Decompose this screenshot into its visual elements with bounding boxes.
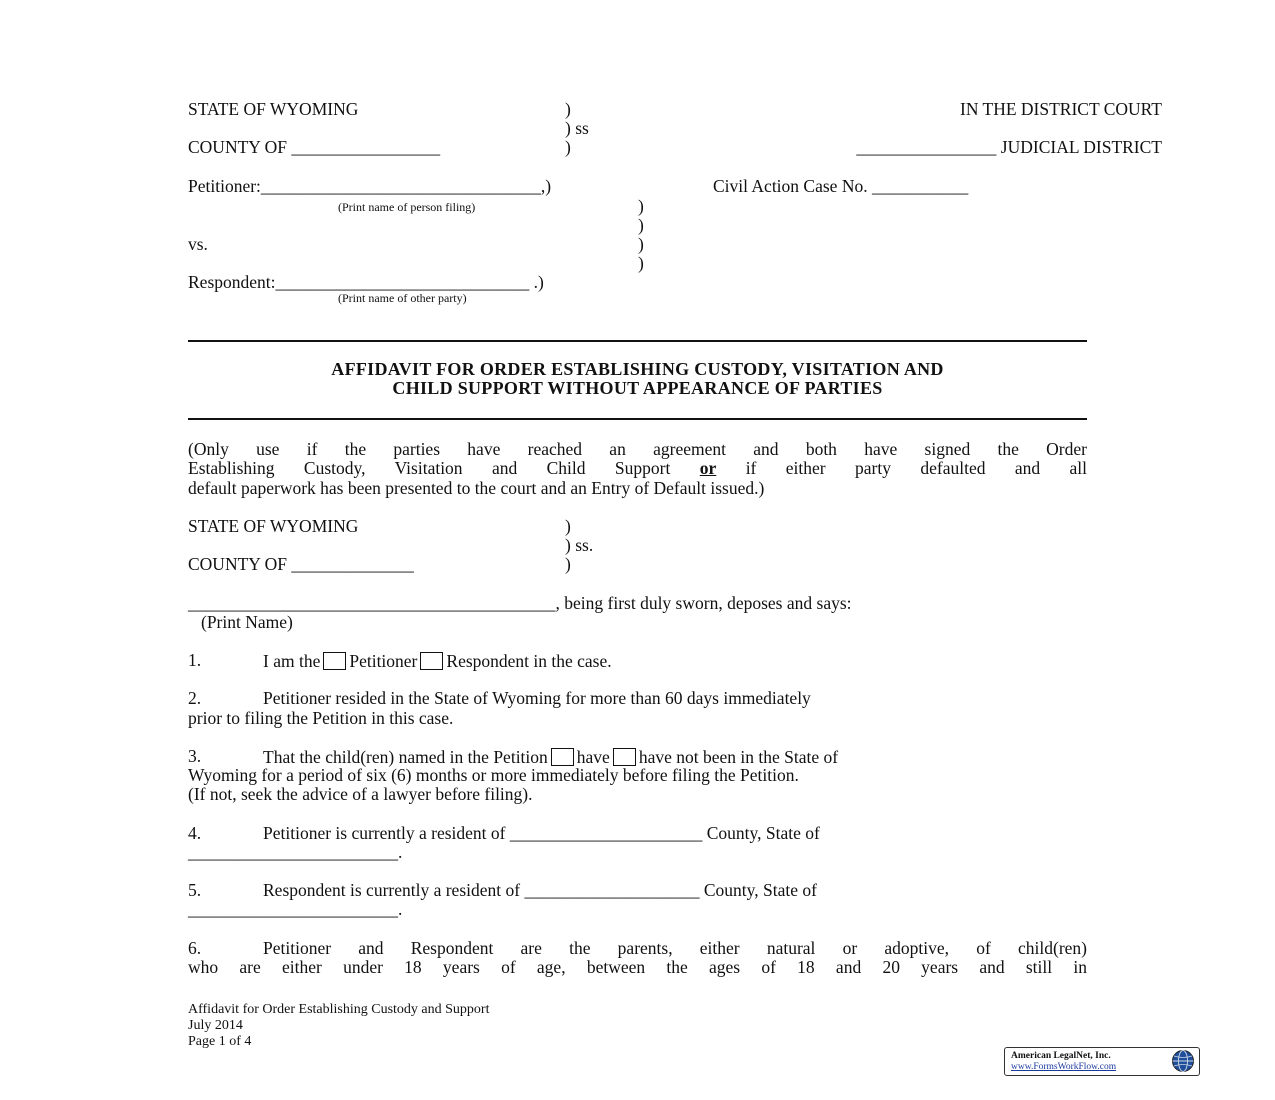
legalnet-logo[interactable]: [1004, 1047, 1200, 1076]
document-title: [188, 360, 1087, 398]
divider: [188, 340, 1087, 342]
respondent-checkbox[interactable]: [420, 652, 443, 670]
item-4-line-2: ________________________.: [188, 842, 403, 862]
caption-paren: ): [638, 215, 644, 235]
item-text: have: [576, 747, 610, 767]
item-1-line: [263, 652, 612, 671]
item-4-line-1: Petitioner is currently a resident of ______________________ County, State of: [263, 823, 820, 843]
divider: [188, 418, 1087, 420]
item-number: 4.: [188, 823, 202, 843]
item-number: 5.: [188, 880, 202, 900]
footer-title: Affidavit for Order Establishing Custody and Support: [188, 1002, 490, 1017]
instructions-text: if either party defaulted and all: [745, 458, 1088, 478]
item-number: 3.: [188, 746, 202, 766]
caption-ss: ) ss: [565, 118, 589, 138]
instructions-text: Establishing Custody, Visitation and Child Support: [188, 458, 671, 478]
item-text: That the child(ren) named in the Petition: [263, 747, 548, 767]
item-6-line-2: who are either under 18 years of age, between the ages of 18 and 20 years and still in: [188, 957, 1087, 977]
venue-ss: ) ss.: [565, 535, 594, 555]
item-2-line-1: Petitioner resided in the State of Wyoming for more than 60 days immediately: [263, 688, 811, 708]
venue-paren: ): [565, 516, 571, 536]
caption-county: COUNTY OF _________________: [188, 137, 441, 157]
instructions-or: or: [699, 458, 717, 478]
item-number: 1.: [188, 650, 202, 670]
globe-icon: [1171, 1049, 1195, 1073]
caption-paren: ): [638, 234, 644, 254]
have-checkbox[interactable]: [551, 748, 574, 766]
item-2-line-2: prior to filing the Petition in this case.: [188, 708, 454, 728]
item-text: have not been in the State of: [638, 747, 839, 767]
item-3-line-3: (If not, seek the advice of a lawyer before filing).: [188, 784, 533, 804]
venue-state: STATE OF WYOMING: [188, 516, 359, 536]
logo-name: American LegalNet, Inc.: [1011, 1051, 1111, 1061]
instructions-line-3: default paperwork has been presented to the court and an Entry of Default issued.): [188, 478, 765, 498]
item-5-line-2: ________________________.: [188, 899, 403, 919]
petitioner-hint: (Print name of person filing): [338, 200, 476, 214]
caption-state: STATE OF WYOMING: [188, 99, 359, 119]
logo-url[interactable]: www.FormsWorkFlow.com: [1011, 1062, 1117, 1072]
case-number: Civil Action Case No. ___________: [713, 176, 969, 196]
respondent-line: Respondent:_____________________________ .): [188, 272, 544, 292]
caption-paren: ): [638, 196, 644, 216]
item-number: 2.: [188, 688, 202, 708]
item-text: I am the: [263, 651, 321, 671]
footer-date: July 2014: [188, 1018, 243, 1033]
item-number: 6.: [188, 938, 202, 958]
item-6-line-1: Petitioner and Respondent are the parents, either natural or adoptive, of child(ren): [263, 938, 1087, 958]
instructions-line-2: [188, 460, 1087, 478]
venue-county: COUNTY OF ______________: [188, 554, 414, 574]
footer-page: Page 1 of 4: [188, 1034, 252, 1049]
judicial-district: ________________ JUDICIAL DISTRICT: [856, 137, 1162, 157]
petitioner-line: Petitioner:________________________________,): [188, 176, 552, 196]
petitioner-checkbox[interactable]: [323, 652, 346, 670]
versus-label: vs.: [188, 234, 208, 254]
caption-paren: ): [565, 99, 571, 119]
respondent-hint: (Print name of other party): [338, 291, 467, 305]
title-line-1: AFFIDAVIT FOR ORDER ESTABLISHING CUSTODY, VISITATION AND: [331, 359, 944, 379]
caption-paren: ): [638, 253, 644, 273]
item-5-line-1: Respondent is currently a resident of ____________________ County, State of: [263, 880, 817, 900]
title-line-2: CHILD SUPPORT WITHOUT APPEARANCE OF PARTIES: [392, 378, 883, 398]
item-text: Respondent in the case.: [446, 651, 612, 671]
affiant-hint: (Print Name): [201, 612, 293, 632]
item-3-line-1: [263, 748, 838, 767]
instructions-line-1: (Only use if the parties have reached an agreement and both have signed the Order: [188, 439, 1087, 459]
affiant-line: __________________________________________, being first duly sworn, deposes and says:: [188, 593, 852, 613]
caption-paren: ): [565, 137, 571, 157]
item-3-line-2: Wyoming for a period of six (6) months or more immediately before filing the Petition.: [188, 765, 799, 785]
item-text: Petitioner: [349, 651, 418, 671]
venue-paren: ): [565, 554, 571, 574]
have-not-checkbox[interactable]: [613, 748, 636, 766]
court-name: IN THE DISTRICT COURT: [960, 99, 1162, 119]
